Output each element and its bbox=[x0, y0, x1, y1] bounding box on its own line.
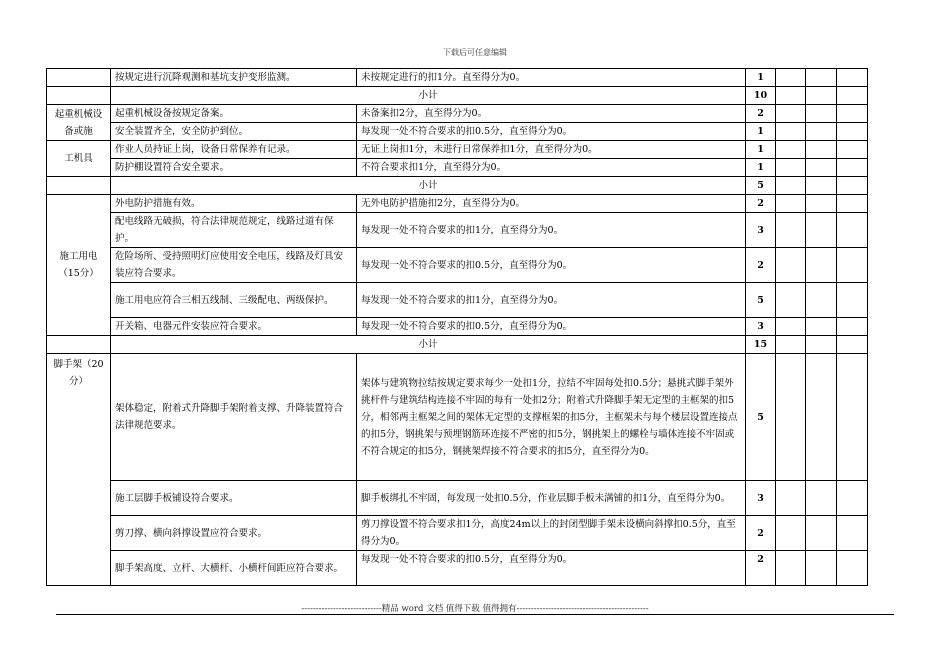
table-row bbox=[47, 69, 868, 87]
blank-cell bbox=[837, 551, 868, 586]
requirement-cell: 开关箱、电器元件安装应符合要求。 bbox=[111, 318, 357, 336]
blank-cell bbox=[776, 551, 806, 586]
blank-cell bbox=[837, 141, 868, 159]
blank-cell bbox=[806, 336, 837, 354]
subtotal-label: 小计 bbox=[111, 87, 746, 105]
blank-cell bbox=[837, 213, 868, 248]
table-row bbox=[47, 195, 868, 213]
standard-cell: 无证上岗扣1分，未进行日常保养扣1分，直至得分为0。 bbox=[357, 141, 746, 159]
blank-cell bbox=[776, 159, 806, 177]
requirement-cell: 施工层脚手板铺设符合要求。 bbox=[111, 481, 357, 516]
blank-cell bbox=[837, 354, 868, 481]
score-cell: 2 bbox=[746, 248, 776, 283]
standard-cell: 未按规定进行的扣1分。直至得分为0。 bbox=[357, 69, 746, 87]
blank-cell bbox=[806, 283, 837, 318]
table-row bbox=[47, 481, 868, 516]
blank-cell bbox=[806, 481, 837, 516]
standard-cell: 每发现一处不符合要求的扣0.5分，直至得分为0。 bbox=[357, 551, 746, 586]
blank-cell bbox=[806, 248, 837, 283]
table-row bbox=[47, 141, 868, 159]
blank-cell bbox=[806, 354, 837, 481]
blank-cell bbox=[806, 213, 837, 248]
score-cell: 1 bbox=[746, 141, 776, 159]
blank-cell bbox=[837, 248, 868, 283]
subtotal-score: 15 bbox=[746, 336, 776, 354]
standard-cell: 脚手板绑扎不牢固，每发现一处扣0.5分，作业层脚手板未满铺的扣1分，直至得分为0。 bbox=[357, 481, 746, 516]
subtotal-row bbox=[47, 87, 868, 105]
subtotal-label: 小计 bbox=[111, 177, 746, 195]
score-cell: 2 bbox=[746, 551, 776, 586]
standard-cell: 每发现一处不符合要求的扣0.5分，直至得分为0。 bbox=[357, 318, 746, 336]
score-cell: 3 bbox=[746, 481, 776, 516]
blank-cell bbox=[837, 195, 868, 213]
blank-cell bbox=[776, 141, 806, 159]
category-cell: 施工用电（15分） bbox=[47, 195, 111, 336]
requirement-cell: 危险场所、受持照明灯应使用安全电压，线路及灯具安装应符合要求。 bbox=[111, 248, 357, 283]
standard-cell: 无外电防护措施扣2分，直至得分为0。 bbox=[357, 195, 746, 213]
score-cell: 3 bbox=[746, 213, 776, 248]
standard-cell: 每发现一处不符合要求的扣1分，直至得分为0。 bbox=[357, 213, 746, 248]
blank-cell bbox=[837, 283, 868, 318]
category-cell bbox=[47, 177, 111, 195]
requirement-cell: 架体稳定，附着式升降脚手架附着支撑、升降装置符合法律规范要求。 bbox=[111, 354, 357, 481]
blank-cell bbox=[837, 516, 868, 551]
requirement-cell: 配电线路无破损，符合法律规范规定，线路过道有保护。 bbox=[111, 213, 357, 248]
standard-cell: 每发现一处不符合要求的扣1分，直至得分为0。 bbox=[357, 283, 746, 318]
category-cell: 脚手架（20分） bbox=[47, 354, 111, 586]
blank-cell bbox=[806, 551, 837, 586]
table-row bbox=[47, 516, 868, 551]
standard-cell: 架体与建筑物拉结按规定要求每少一处扣1分，拉结不牢固每处扣0.5分；悬挑式脚手架外挑杆件与建筑结构连接不牢固的每有一处扣2分；附着式升降脚手架无定型的主框架的扣5分，相邻两主框架之间的架体无定型的支撑框架的扣5分，主框架未与每个楼层设置连接点的扣5分，钢挑架与预埋钢筋环连接不严密的扣5分，钢挑架上的螺栓与墙体连接不牢固或不符合规定的扣5分，钢挑架焊接不符合要求的扣5分，直至得分为0。 bbox=[357, 354, 746, 481]
blank-cell bbox=[806, 177, 837, 195]
table-row bbox=[47, 123, 868, 141]
table-row bbox=[47, 551, 868, 586]
blank-cell bbox=[806, 141, 837, 159]
footer-divider bbox=[56, 614, 894, 615]
table-row bbox=[47, 354, 868, 481]
page-header: 下载后可任意编辑 bbox=[443, 48, 507, 57]
blank-cell bbox=[837, 481, 868, 516]
blank-cell bbox=[806, 318, 837, 336]
standard-cell: 每发现一处不符合要求的扣0.5分，直至得分为0。 bbox=[357, 248, 746, 283]
blank-cell bbox=[776, 213, 806, 248]
category-cell: 工机具 bbox=[47, 141, 111, 177]
score-cell: 1 bbox=[746, 69, 776, 87]
blank-cell bbox=[806, 159, 837, 177]
table-row bbox=[47, 159, 868, 177]
standard-cell: 不符合要求扣1分，直至得分为0。 bbox=[357, 159, 746, 177]
blank-cell bbox=[776, 516, 806, 551]
blank-cell bbox=[837, 87, 868, 105]
blank-cell bbox=[837, 336, 868, 354]
requirement-cell: 脚手架高度、立杆、大横杆、小横杆间距应符合要求。 bbox=[111, 551, 357, 586]
standard-cell: 未备案扣2分，直至得分为0。 bbox=[357, 105, 746, 123]
subtotal-row bbox=[47, 336, 868, 354]
score-cell: 1 bbox=[746, 159, 776, 177]
blank-cell bbox=[837, 69, 868, 87]
requirement-cell: 作业人员持证上岗，设备日常保养有记录。 bbox=[111, 141, 357, 159]
subtotal-score: 10 bbox=[746, 87, 776, 105]
blank-cell bbox=[837, 318, 868, 336]
requirement-cell: 剪刀撑、横向斜撑设置应符合要求。 bbox=[111, 516, 357, 551]
blank-cell bbox=[837, 123, 868, 141]
standard-cell: 每发现一处不符合要求的扣0.5分，直至得分为0。 bbox=[357, 123, 746, 141]
page-footer: ----------------------------精品 word 文档 值得下载 值得拥有---------------------------------------------- bbox=[301, 604, 649, 614]
blank-cell bbox=[806, 69, 837, 87]
score-cell: 5 bbox=[746, 354, 776, 481]
category-cell bbox=[47, 69, 111, 87]
blank-cell bbox=[806, 105, 837, 123]
blank-cell bbox=[776, 248, 806, 283]
blank-cell bbox=[806, 123, 837, 141]
blank-cell bbox=[776, 318, 806, 336]
table-row bbox=[47, 283, 868, 318]
blank-cell bbox=[776, 283, 806, 318]
blank-cell bbox=[776, 195, 806, 213]
requirement-cell: 起重机械设备按规定备案。 bbox=[111, 105, 357, 123]
score-cell: 2 bbox=[746, 516, 776, 551]
score-cell: 3 bbox=[746, 318, 776, 336]
score-cell: 1 bbox=[746, 123, 776, 141]
requirement-cell: 安全装置齐全，安全防护到位。 bbox=[111, 123, 357, 141]
blank-cell bbox=[806, 87, 837, 105]
score-cell: 5 bbox=[746, 283, 776, 318]
standard-cell: 剪刀撑设置不符合要求扣1分，高度24m以上的封闭型脚手架未设横向斜撑扣0.5分，直至得分为0。 bbox=[357, 516, 746, 551]
blank-cell bbox=[776, 69, 806, 87]
blank-cell bbox=[837, 159, 868, 177]
score-cell: 2 bbox=[746, 195, 776, 213]
blank-cell bbox=[776, 481, 806, 516]
requirement-cell: 按规定进行沉降观测和基坑支护变形监测。 bbox=[111, 69, 357, 87]
table-row bbox=[47, 248, 868, 283]
blank-cell bbox=[776, 87, 806, 105]
blank-cell bbox=[776, 177, 806, 195]
blank-cell bbox=[806, 516, 837, 551]
blank-cell bbox=[837, 105, 868, 123]
blank-cell bbox=[776, 336, 806, 354]
scoring-table bbox=[46, 68, 868, 586]
blank-cell bbox=[776, 123, 806, 141]
blank-cell bbox=[837, 177, 868, 195]
table-row bbox=[47, 213, 868, 248]
blank-cell bbox=[776, 105, 806, 123]
requirement-cell: 外电防护措施有效。 bbox=[111, 195, 357, 213]
blank-cell bbox=[776, 354, 806, 481]
subtotal-score: 5 bbox=[746, 177, 776, 195]
requirement-cell: 防护棚设置符合安全要求。 bbox=[111, 159, 357, 177]
subtotal-label: 小计 bbox=[111, 336, 746, 354]
table-row bbox=[47, 105, 868, 123]
category-cell bbox=[47, 336, 111, 354]
category-cell bbox=[47, 87, 111, 105]
subtotal-row bbox=[47, 177, 868, 195]
score-cell: 2 bbox=[746, 105, 776, 123]
requirement-cell: 施工用电应符合三相五线制、三级配电、两级保护。 bbox=[111, 283, 357, 318]
category-cell: 起重机械设备或施 bbox=[47, 105, 111, 141]
table-row bbox=[47, 318, 868, 336]
blank-cell bbox=[806, 195, 837, 213]
